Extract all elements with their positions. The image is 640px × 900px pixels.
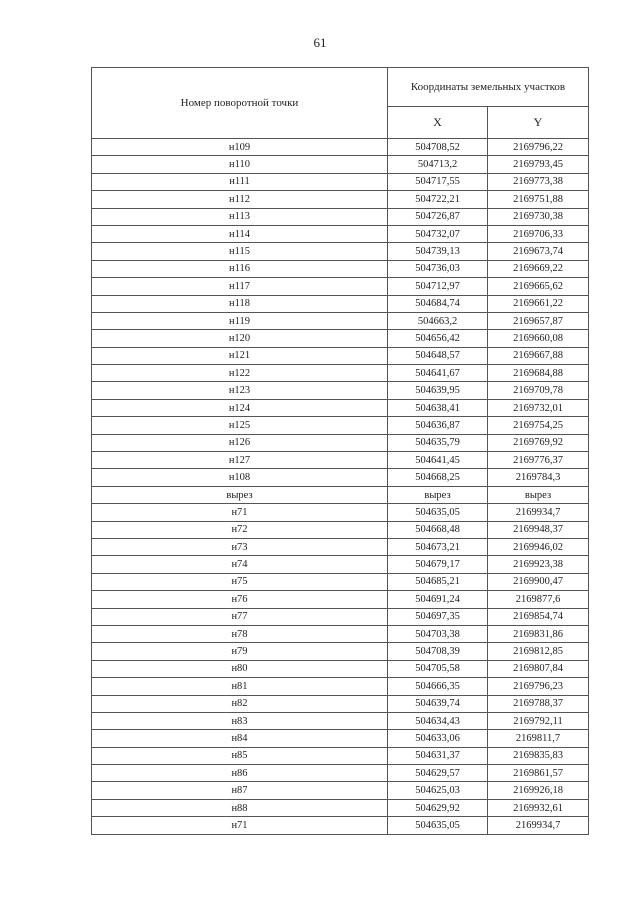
table-row — [92, 295, 589, 312]
table-row — [92, 452, 589, 469]
table-row — [92, 747, 589, 764]
cell-x: 504641,67 — [388, 365, 488, 382]
coordinates-table — [91, 67, 589, 835]
cell-point: н80 — [92, 660, 388, 677]
table-row — [92, 695, 589, 712]
cell-x: 504679,17 — [388, 556, 488, 573]
cell-y: 2169900,47 — [488, 573, 589, 590]
cell-y: 2169946,02 — [488, 538, 589, 555]
table-row — [92, 365, 589, 382]
cell-x: 504636,87 — [388, 417, 488, 434]
cell-y: 2169751,88 — [488, 191, 589, 208]
cell-point: н113 — [92, 208, 388, 225]
cell-point: н125 — [92, 417, 388, 434]
cell-point: вырез — [92, 486, 388, 503]
cell-x: 504726,87 — [388, 208, 488, 225]
cell-x: 504633,06 — [388, 730, 488, 747]
cell-point: н71 — [92, 817, 388, 834]
cell-point: н77 — [92, 608, 388, 625]
cell-point: н82 — [92, 695, 388, 712]
cell-point: н75 — [92, 573, 388, 590]
cell-y: вырез — [488, 486, 589, 503]
cell-point: н83 — [92, 712, 388, 729]
table-row — [92, 678, 589, 695]
table-row — [92, 556, 589, 573]
table-row — [92, 312, 589, 329]
cell-x: 504638,41 — [388, 399, 488, 416]
cell-x: 504713,2 — [388, 156, 488, 173]
cell-y: 2169665,62 — [488, 278, 589, 295]
table-row — [92, 173, 589, 190]
cell-point: н88 — [92, 799, 388, 816]
cell-point: н73 — [92, 538, 388, 555]
cell-x: 504703,38 — [388, 625, 488, 642]
cell-x: 504705,58 — [388, 660, 488, 677]
cell-y: 2169932,61 — [488, 799, 589, 816]
cell-x: 504708,39 — [388, 643, 488, 660]
cell-point: н117 — [92, 278, 388, 295]
table-body — [92, 139, 589, 835]
header-x: X — [388, 106, 488, 138]
table-row — [92, 347, 589, 364]
cell-point: н126 — [92, 434, 388, 451]
cell-point: н72 — [92, 521, 388, 538]
table-row — [92, 382, 589, 399]
cell-point: н115 — [92, 243, 388, 260]
table-row — [92, 765, 589, 782]
cell-x: 504625,03 — [388, 782, 488, 799]
cell-x: 504631,37 — [388, 747, 488, 764]
cell-x: 504629,92 — [388, 799, 488, 816]
table-row — [92, 608, 589, 625]
table-row — [92, 591, 589, 608]
cell-y: 2169861,57 — [488, 765, 589, 782]
cell-x: 504668,25 — [388, 469, 488, 486]
cell-y: 2169796,23 — [488, 678, 589, 695]
cell-x: 504684,74 — [388, 295, 488, 312]
cell-y: 2169923,38 — [488, 556, 589, 573]
cell-y: 2169811,7 — [488, 730, 589, 747]
cell-x: 504736,03 — [388, 260, 488, 277]
header-y: Y — [488, 106, 589, 138]
cell-point: н116 — [92, 260, 388, 277]
table-row — [92, 573, 589, 590]
cell-point: н127 — [92, 452, 388, 469]
cell-y: 2169732,01 — [488, 399, 589, 416]
cell-x: 504732,07 — [388, 225, 488, 242]
cell-point: н121 — [92, 347, 388, 364]
cell-point: н81 — [92, 678, 388, 695]
cell-y: 2169793,45 — [488, 156, 589, 173]
cell-x: 504663,2 — [388, 312, 488, 329]
page-number: 61 — [313, 35, 327, 50]
cell-point: н109 — [92, 139, 388, 156]
table-row — [92, 782, 589, 799]
cell-point: н120 — [92, 330, 388, 347]
table-row — [92, 139, 589, 156]
cell-x: 504717,55 — [388, 173, 488, 190]
table-row — [92, 191, 589, 208]
cell-y: 2169835,83 — [488, 747, 589, 764]
cell-x: 504666,35 — [388, 678, 488, 695]
cell-point: н108 — [92, 469, 388, 486]
cell-x: 504639,95 — [388, 382, 488, 399]
cell-x: 504635,05 — [388, 817, 488, 834]
cell-y: 2169706,33 — [488, 225, 589, 242]
table-row — [92, 521, 589, 538]
table-row — [92, 799, 589, 816]
cell-point: н119 — [92, 312, 388, 329]
cell-y: 2169812,85 — [488, 643, 589, 660]
table-row — [92, 730, 589, 747]
cell-point: н86 — [92, 765, 388, 782]
cell-point: н112 — [92, 191, 388, 208]
cell-x: 504668,48 — [388, 521, 488, 538]
cell-y: 2169657,87 — [488, 312, 589, 329]
cell-y: 2169769,92 — [488, 434, 589, 451]
cell-point: н79 — [92, 643, 388, 660]
cell-x: 504648,57 — [388, 347, 488, 364]
cell-y: 2169730,38 — [488, 208, 589, 225]
table-row — [92, 208, 589, 225]
cell-y: 2169673,74 — [488, 243, 589, 260]
cell-y: 2169792,11 — [488, 712, 589, 729]
table-row — [92, 434, 589, 451]
cell-x: 504629,57 — [388, 765, 488, 782]
table-row — [92, 538, 589, 555]
cell-y: 2169807,84 — [488, 660, 589, 677]
cell-y: 2169660,08 — [488, 330, 589, 347]
cell-point: н71 — [92, 504, 388, 521]
cell-x: 504691,24 — [388, 591, 488, 608]
table-row — [92, 486, 589, 503]
cell-x: 504639,74 — [388, 695, 488, 712]
cell-x: 504685,21 — [388, 573, 488, 590]
table-row — [92, 643, 589, 660]
cell-x: 504635,79 — [388, 434, 488, 451]
cell-y: 2169831,86 — [488, 625, 589, 642]
table-row — [92, 330, 589, 347]
cell-point: н87 — [92, 782, 388, 799]
cell-y: 2169934,7 — [488, 504, 589, 521]
table-row — [92, 417, 589, 434]
cell-y: 2169709,78 — [488, 382, 589, 399]
table-row — [92, 660, 589, 677]
table-row — [92, 225, 589, 242]
cell-y: 2169948,37 — [488, 521, 589, 538]
table-row — [92, 260, 589, 277]
cell-y: 2169667,88 — [488, 347, 589, 364]
cell-y: 2169934,7 — [488, 817, 589, 834]
cell-y: 2169669,22 — [488, 260, 589, 277]
cell-point: н122 — [92, 365, 388, 382]
header-coordinates: Координаты земельных участков — [388, 68, 589, 107]
cell-point: н84 — [92, 730, 388, 747]
cell-x: 504635,05 — [388, 504, 488, 521]
cell-y: 2169684,88 — [488, 365, 589, 382]
cell-point: н111 — [92, 173, 388, 190]
cell-y: 2169926,18 — [488, 782, 589, 799]
cell-x: 504712,97 — [388, 278, 488, 295]
table-row — [92, 504, 589, 521]
cell-point: н78 — [92, 625, 388, 642]
cell-point: н114 — [92, 225, 388, 242]
cell-y: 2169877,6 — [488, 591, 589, 608]
cell-x: 504634,43 — [388, 712, 488, 729]
cell-y: 2169776,37 — [488, 452, 589, 469]
cell-x: 504739,13 — [388, 243, 488, 260]
cell-x: 504673,21 — [388, 538, 488, 555]
table-row — [92, 712, 589, 729]
table-row — [92, 469, 589, 486]
cell-x: вырез — [388, 486, 488, 503]
cell-point: н124 — [92, 399, 388, 416]
table-row — [92, 156, 589, 173]
cell-y: 2169784,3 — [488, 469, 589, 486]
table-row — [92, 243, 589, 260]
header-point-number: Номер поворотной точки — [92, 68, 388, 139]
cell-point: н118 — [92, 295, 388, 312]
cell-x: 504697,35 — [388, 608, 488, 625]
cell-x: 504708,52 — [388, 139, 488, 156]
cell-y: 2169788,37 — [488, 695, 589, 712]
cell-x: 504641,45 — [388, 452, 488, 469]
cell-point: н76 — [92, 591, 388, 608]
cell-point: н110 — [92, 156, 388, 173]
table-row — [92, 399, 589, 416]
cell-point: н74 — [92, 556, 388, 573]
cell-y: 2169754,25 — [488, 417, 589, 434]
table-row — [92, 625, 589, 642]
cell-y: 2169773,38 — [488, 173, 589, 190]
cell-point: н123 — [92, 382, 388, 399]
table-row — [92, 278, 589, 295]
cell-x: 504722,21 — [388, 191, 488, 208]
cell-x: 504656,42 — [388, 330, 488, 347]
cell-point: н85 — [92, 747, 388, 764]
cell-y: 2169854,74 — [488, 608, 589, 625]
table-row — [92, 817, 589, 834]
cell-y: 2169661,22 — [488, 295, 589, 312]
cell-y: 2169796,22 — [488, 139, 589, 156]
